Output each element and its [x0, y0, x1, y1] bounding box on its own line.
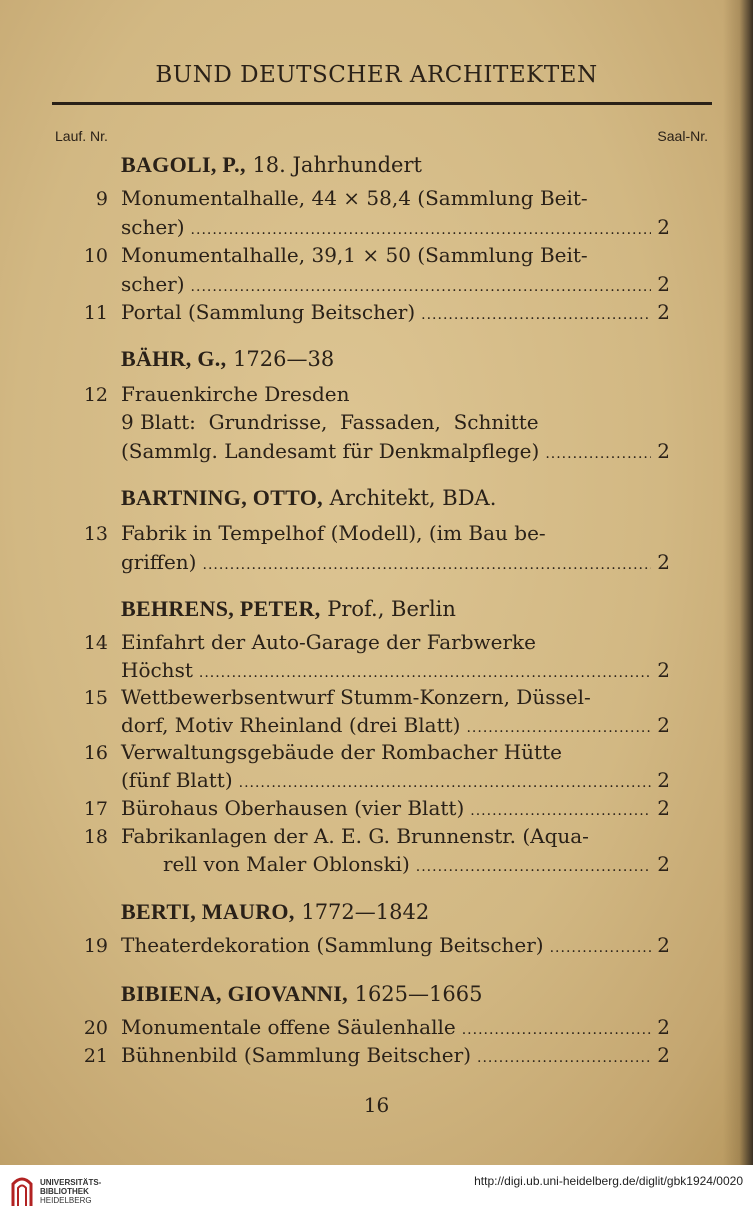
entry-heading-baehr — [121, 346, 334, 372]
lauf-nr: 13 — [83, 523, 108, 545]
entry-text: Bürohaus Oberhausen (vier Blatt) — [121, 796, 465, 820]
artist-name: BÄHR, G., — [121, 346, 227, 371]
saal-nr: 2 — [657, 852, 670, 876]
saal-nr: 2 — [657, 933, 670, 957]
entry-row — [121, 796, 670, 820]
artist-name: BARTNING, OTTO, — [121, 485, 323, 510]
lauf-nr: 10 — [83, 245, 108, 267]
entry-text: dorf, Motiv Rheinland (drei Blatt) — [121, 713, 461, 737]
artist-name: BERTI, MAURO, — [121, 899, 295, 924]
entry-text: (fünf Blatt) — [121, 768, 233, 792]
artist-name: BAGOLI, P., — [121, 152, 246, 177]
page-number: 16 — [363, 1093, 390, 1117]
entry-line: Monumentalhalle, 39,1 × 50 (Sammlung Beit- — [121, 243, 588, 267]
lauf-nr: 19 — [83, 935, 108, 957]
entry-line: Wettbewerbsentwurf Stumm-Konzern, Düssel- — [121, 685, 591, 709]
saal-nr: 2 — [657, 550, 670, 574]
source-url-link[interactable]: http://digi.ub.uni-heidelberg.de/diglit/gbk1924/0020 — [474, 1174, 743, 1188]
entry-text: griffen) — [121, 550, 197, 574]
entry-line: 9 Blatt: Grundrisse, Fassaden, Schnitte — [121, 410, 539, 434]
entry-line: Einfahrt der Auto-Garage der Farbwerke — [121, 630, 536, 654]
lauf-nr: 11 — [83, 302, 108, 324]
artist-info: 1772—1842 — [301, 900, 430, 924]
entry-row — [121, 1043, 670, 1067]
entry-text: Bühnenbild (Sammlung Beitscher) — [121, 1043, 471, 1067]
lauf-nr: 16 — [83, 742, 108, 764]
entry-row — [121, 272, 670, 296]
column-label-saal-nr: Saal-Nr. — [657, 128, 708, 144]
saal-nr: 2 — [657, 439, 670, 463]
saal-nr: 2 — [657, 713, 670, 737]
entry-text: scher) — [121, 272, 185, 296]
entry-text: rell von Maler Oblonski) — [163, 852, 410, 876]
entry-heading-bagoli — [121, 152, 422, 178]
entry-text: Theaterdekoration (Sammlung Beitscher) — [121, 933, 544, 957]
entry-text: (Sammlg. Landesamt für Denkmalpflege) — [121, 439, 540, 463]
entry-row — [163, 852, 670, 876]
page-header: BUND DEUTSCHER ARCHITEKTEN — [155, 62, 598, 88]
lauf-nr: 12 — [83, 384, 108, 406]
saal-nr: 2 — [657, 796, 670, 820]
saal-nr: 2 — [657, 1043, 670, 1067]
saal-nr: 2 — [657, 215, 670, 239]
saal-nr: 2 — [657, 658, 670, 682]
entry-heading-bartning — [121, 485, 496, 511]
saal-nr: 2 — [657, 300, 670, 324]
page-edge-shadow — [723, 0, 753, 1165]
entry-row — [121, 713, 670, 737]
header-rule — [52, 102, 712, 105]
artist-name: BIBIENA, GIOVANNI, — [121, 981, 348, 1006]
lauf-nr: 14 — [83, 632, 108, 654]
logo-line: BIBLIOTHEK — [40, 1187, 89, 1196]
entry-line: Frauenkirche Dresden — [121, 382, 350, 406]
lauf-nr: 17 — [83, 798, 108, 820]
lauf-nr: 18 — [83, 826, 108, 848]
library-logo-text — [40, 1178, 101, 1205]
entry-line: Monumentalhalle, 44 × 58,4 (Sammlung Beit- — [121, 186, 588, 210]
entry-row — [121, 439, 670, 463]
entry-row — [121, 1015, 670, 1039]
saal-nr: 2 — [657, 272, 670, 296]
entry-heading-berti — [121, 899, 429, 925]
entry-row — [121, 300, 670, 324]
entry-line: Verwaltungsgebäude der Rombacher Hütte — [121, 740, 562, 764]
entry-heading-bibiena — [121, 981, 482, 1007]
logo-line: UNIVERSITÄTS- — [40, 1178, 102, 1187]
entry-row — [121, 933, 670, 957]
artist-name: BEHRENS, PETER, — [121, 596, 321, 621]
entry-text: Höchst — [121, 658, 193, 682]
artist-info: Prof., Berlin — [327, 597, 456, 621]
entry-row — [121, 768, 670, 792]
entry-text: Portal (Sammlung Beitscher) — [121, 300, 416, 324]
lauf-nr: 21 — [83, 1045, 108, 1067]
logo-line: HEIDELBERG — [40, 1196, 92, 1205]
lauf-nr: 9 — [95, 188, 108, 210]
entry-row — [121, 550, 670, 574]
artist-info: 18. Jahrhundert — [252, 153, 422, 177]
entry-line: Fabrik in Tempelhof (Modell), (im Bau be- — [121, 521, 546, 545]
saal-nr: 2 — [657, 1015, 670, 1039]
column-label-lauf-nr: Lauf. Nr. — [55, 128, 108, 144]
entry-row — [121, 658, 670, 682]
entry-line: Fabrikanlagen der A. E. G. Brunnenstr. (Aqua- — [121, 824, 589, 848]
artist-info: 1726—38 — [233, 347, 335, 371]
entry-row — [121, 215, 670, 239]
artist-info: Architekt, BDA. — [329, 486, 497, 510]
entry-text: Monumentale offene Säulenhalle — [121, 1015, 456, 1039]
entry-text: scher) — [121, 215, 185, 239]
lauf-nr: 15 — [83, 687, 108, 709]
saal-nr: 2 — [657, 768, 670, 792]
artist-info: 1625—1665 — [354, 982, 483, 1006]
entry-heading-behrens — [121, 596, 456, 622]
library-logo-icon — [10, 1172, 34, 1210]
lauf-nr: 20 — [83, 1017, 108, 1039]
